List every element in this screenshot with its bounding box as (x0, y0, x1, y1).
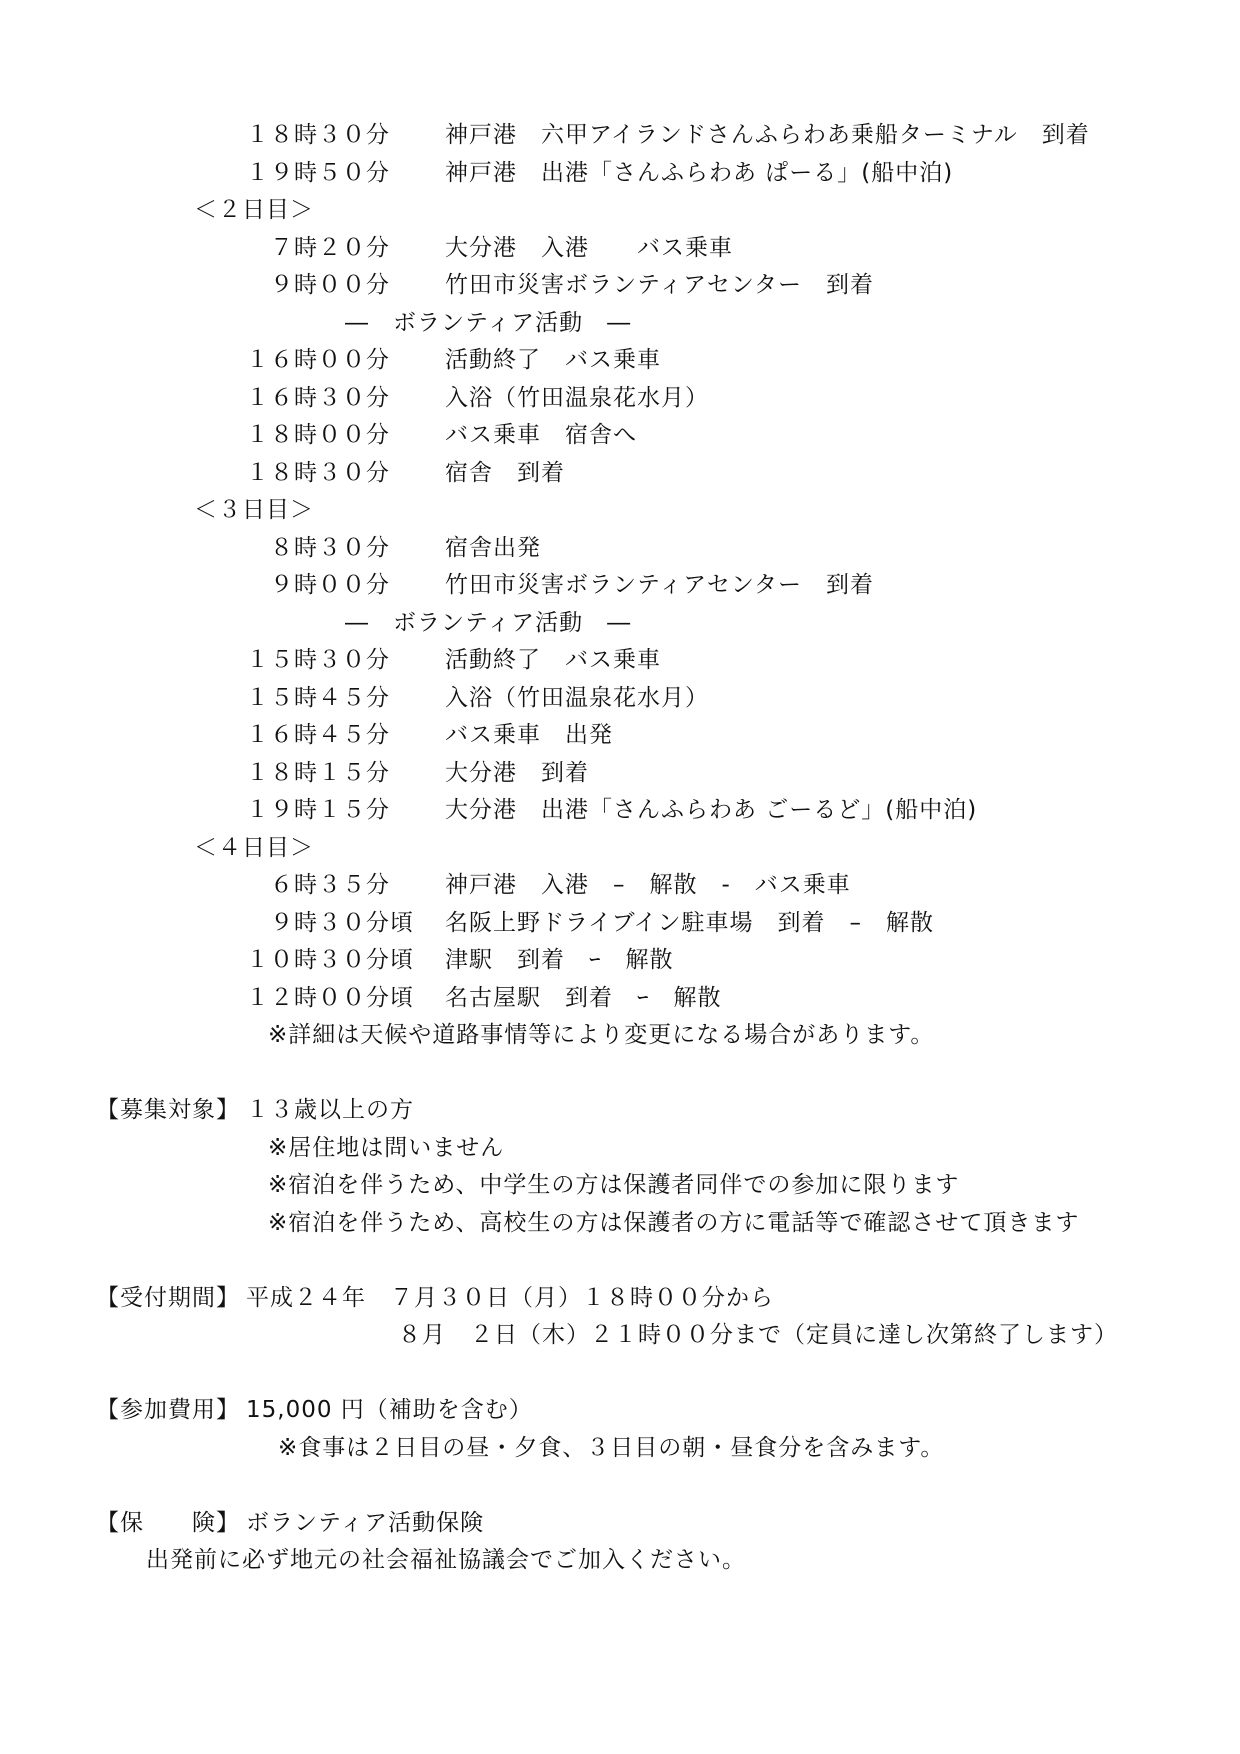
reception-line1: 平成２４年 ７月３０日（月）１８時００分から (246, 1285, 774, 1311)
fee-label: 【参加費用】 (96, 1397, 240, 1423)
schedule-text: 大分港 入港 バス乗車 (445, 235, 733, 261)
reception-label: 【受付期間】 (96, 1285, 240, 1311)
schedule-time: １６時３０分 (246, 385, 390, 411)
schedule-time: ８時３０分 (270, 535, 390, 561)
schedule-text: 入浴（竹田温泉花水月） (445, 385, 709, 411)
schedule-time: １８時１５分 (246, 760, 390, 786)
schedule-text: 宿舎 到着 (445, 460, 565, 486)
schedule-text: 大分港 出港「さんふらわあ ごーるど」(船中泊) (445, 797, 978, 823)
recruit-note: ※宿泊を伴うため、中学生の方は保護者同伴での参加に限ります (268, 1172, 960, 1198)
recruit-label: 【募集対象】 (96, 1097, 240, 1123)
schedule-time: １５時３０分 (246, 647, 390, 673)
schedule-time: ９時３０分頃 (270, 910, 414, 936)
recruit-value: １３歳以上の方 (246, 1097, 414, 1123)
activity-label: ― ボランティア活動 ― (345, 610, 632, 636)
schedule-time: ９時００分 (270, 572, 390, 598)
schedule-time: １２時００分頃 (246, 985, 414, 1011)
schedule-time: １６時４５分 (246, 722, 390, 748)
schedule-text: バス乗車 出発 (445, 722, 613, 748)
schedule-time: ６時３５分 (270, 872, 390, 898)
fee-value: 15,000 円（補助を含む） (246, 1397, 533, 1423)
insurance-label: 【保 険】 (96, 1510, 240, 1536)
reception-line2: ８月 ２日（木）２１時００分まで（定員に達し次第終了します） (398, 1322, 1118, 1348)
schedule-text: 竹田市災害ボランティアセンター 到着 (445, 572, 875, 598)
activity-label: ― ボランティア活動 ― (345, 310, 632, 336)
schedule-text: 神戸港 入港 – 解散 - バス乗車 (445, 872, 851, 898)
insurance-note: 出発前に必ず地元の社会福祉協議会でご加入ください。 (146, 1547, 746, 1573)
fee-note: ※食事は２日目の昼・夕食、３日目の朝・昼食分を含みます。 (278, 1435, 945, 1461)
schedule-time: １８時００分 (246, 422, 390, 448)
schedule-time: １８時３０分 (246, 460, 390, 486)
schedule-text: 大分港 到着 (445, 760, 589, 786)
schedule-text: 津駅 到着 ｰ 解散 (445, 947, 674, 973)
schedule-time: １６時００分 (246, 347, 390, 373)
schedule-time: １９時１５分 (246, 797, 390, 823)
schedule-text: 竹田市災害ボランティアセンター 到着 (445, 272, 875, 298)
schedule-text: 神戸港 六甲アイランドさんふらわあ乗船ターミナル 到着 (445, 122, 1090, 148)
schedule-time: ９時００分 (270, 272, 390, 298)
schedule-text: 名古屋駅 到着 ｰ 解散 (445, 985, 722, 1011)
schedule-text: 入浴（竹田温泉花水月） (445, 685, 709, 711)
day-heading: ＜３日目＞ (194, 497, 314, 523)
schedule-time: １５時４５分 (246, 685, 390, 711)
day-heading: ＜２日目＞ (194, 197, 314, 223)
recruit-note: ※宿泊を伴うため、高校生の方は保護者の方に電話等で確認させて頂きます (268, 1210, 1080, 1236)
insurance-value: ボランティア活動保険 (246, 1510, 485, 1536)
schedule-time: ７時２０分 (270, 235, 390, 261)
schedule-note: ※詳細は天候や道路事情等により変更になる場合があります。 (268, 1022, 935, 1048)
schedule-time: １０時３０分頃 (246, 947, 414, 973)
schedule-text: 活動終了 バス乗車 (445, 647, 661, 673)
schedule-text: 神戸港 出港「さんふらわあ ぱーる」(船中泊) (445, 160, 954, 186)
recruit-note: ※居住地は問いません (268, 1135, 505, 1161)
schedule-text: 活動終了 バス乗車 (445, 347, 661, 373)
schedule-text: バス乗車 宿舎へ (445, 422, 637, 448)
schedule-time: １８時３０分 (246, 122, 390, 148)
schedule-text: 宿舎出発 (445, 535, 541, 561)
day-heading: ＜４日目＞ (194, 835, 314, 861)
schedule-text: 名阪上野ドライブイン駐車場 到着 – 解散 (445, 910, 935, 936)
schedule-time: １９時５０分 (246, 160, 390, 186)
